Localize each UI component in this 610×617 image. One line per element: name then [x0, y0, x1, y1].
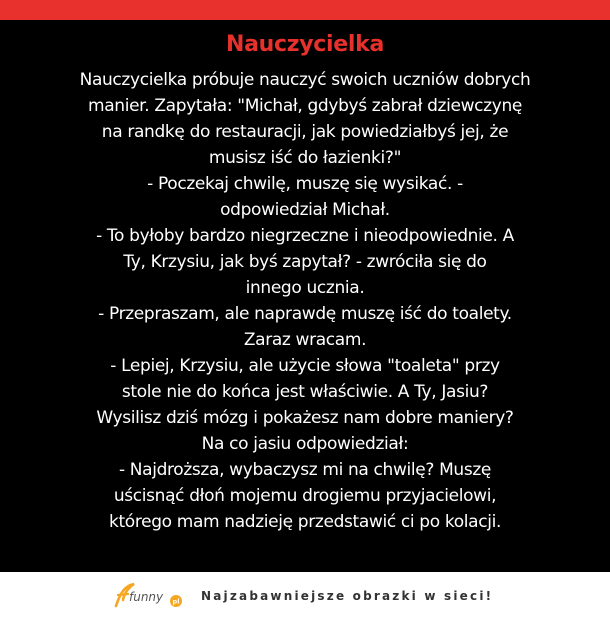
story-line: innego ucznia. — [245, 278, 365, 298]
story-line: - Poczekaj chwilę, muszę się wysikać. - — [147, 174, 463, 194]
story-line: na randkę do restauracji, jak powiedziałbyś jej, że — [101, 122, 509, 142]
logo-text: funny — [129, 590, 164, 604]
story-line: Na co jasiu odpowiedział: — [201, 434, 409, 454]
story-line: Zaraz wracam. — [243, 330, 367, 350]
story-line: Wysilisz dziś mózg i pokażesz nam dobre maniery? — [96, 408, 514, 428]
joke-story — [14, 67, 596, 535]
story-line: odpowiedział Michał. — [220, 200, 390, 220]
story-line: stole nie do końca jest właściwie. A Ty, Jasiu? — [121, 382, 489, 402]
footer — [0, 572, 610, 617]
footer-tagline: Najzabawniejsze obrazki w sieci! — [201, 589, 494, 603]
logo-badge-text: pl — [172, 597, 180, 606]
funny-logo[interactable] — [112, 580, 190, 610]
story-line: - Przepraszam, ale naprawdę muszę iść do toalety. — [98, 304, 512, 324]
story-line: Ty, Krzysiu, jak byś zapytał? - zwróciła się do — [123, 252, 487, 272]
story-line: - Najdroższa, wybaczysz mi na chwilę? Muszę — [118, 460, 492, 480]
top-accent-bar — [0, 0, 610, 20]
story-line: - To byłoby bardzo niegrzeczne i nieodpowiednie. A — [96, 226, 514, 246]
story-line: - Lepiej, Krzysiu, ale użycie słowa "toaleta" przy — [110, 356, 500, 376]
story-line: manier. Zapytała: "Michał, gdybyś zabrał dziewczynę — [88, 96, 522, 116]
story-line: uścisnąć dłoń mojemu drogiemu przyjacielowi, — [113, 486, 497, 506]
story-line: musisz iść do łazienki?" — [208, 148, 402, 168]
joke-title: Nauczycielka — [225, 32, 385, 57]
story-line: którego mam nadzieję przedstawić ci po kolacji. — [108, 512, 502, 532]
story-line: Nauczycielka próbuje nauczyć swoich uczniów dobrych — [79, 70, 531, 90]
